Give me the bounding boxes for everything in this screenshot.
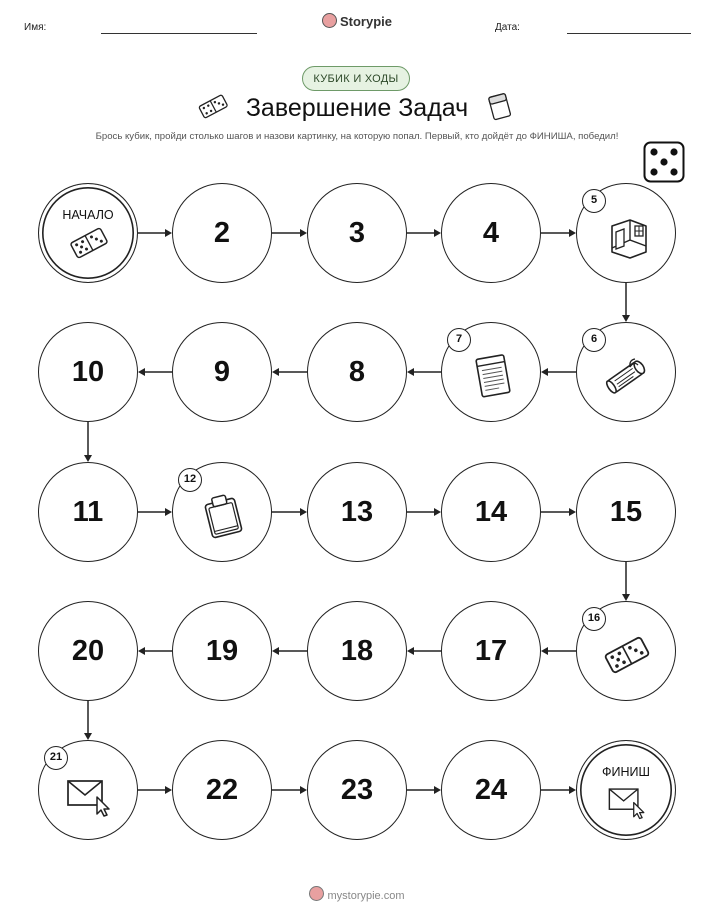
space-number: 24 — [474, 773, 508, 806]
space-number-badge: 7 — [447, 328, 471, 352]
arrow-head — [165, 229, 172, 237]
arrow-head — [622, 594, 630, 601]
start-space — [38, 183, 138, 283]
space-number: 14 — [474, 495, 508, 528]
space-number: 9 — [213, 355, 231, 388]
mascot-icon — [309, 886, 324, 901]
board-space-2 — [172, 183, 272, 283]
board-space-24 — [441, 740, 541, 840]
board-space-22 — [172, 740, 272, 840]
arrow-head — [434, 229, 441, 237]
room-icon — [602, 212, 652, 262]
footer-url[interactable]: mystorypie.com — [327, 890, 405, 902]
board-space-17 — [441, 601, 541, 701]
category-tag: КУБИК И ХОДЫ — [302, 66, 410, 91]
board-space-10 — [38, 322, 138, 422]
arrow-head — [569, 508, 576, 516]
date-label: Дата: — [495, 22, 520, 33]
space-number: 10 — [71, 355, 105, 388]
arrow-head — [272, 647, 279, 655]
arrow-head — [272, 368, 279, 376]
board-space-13 — [307, 462, 407, 562]
board-space-20 — [38, 601, 138, 701]
name-label: Имя: — [24, 22, 47, 33]
finish-label: ФИНИШ — [602, 765, 650, 779]
space-number: 2 — [213, 216, 231, 249]
arrow-head — [300, 508, 307, 516]
brand-name: Storypie — [339, 14, 392, 29]
scroll-icon — [602, 351, 652, 401]
space-number-badge: 16 — [582, 607, 606, 631]
arrow-head — [407, 647, 414, 655]
arrow-head — [138, 647, 145, 655]
board-space-9 — [172, 322, 272, 422]
board-space-14 — [441, 462, 541, 562]
finish-space — [576, 740, 676, 840]
space-number: 23 — [340, 773, 374, 806]
space-number-badge: 12 — [178, 468, 202, 492]
space-number: 20 — [71, 634, 105, 667]
arrow-head — [84, 455, 92, 462]
board-space-8 — [307, 322, 407, 422]
arrow-head — [541, 647, 548, 655]
space-number-badge: 5 — [582, 189, 606, 213]
board-space-11 — [38, 462, 138, 562]
space-number: 4 — [482, 216, 500, 249]
board-space-18 — [307, 601, 407, 701]
arrow-head — [300, 786, 307, 794]
domino-icon — [68, 222, 110, 264]
arrow-head — [165, 508, 172, 516]
space-number: 18 — [340, 634, 374, 667]
notepad-icon — [467, 351, 517, 401]
start-label: НАЧАЛО — [62, 208, 114, 222]
arrow-head — [434, 508, 441, 516]
domino-icon — [602, 630, 652, 680]
email-icon — [606, 779, 648, 821]
arrow-head — [300, 229, 307, 237]
space-number: 15 — [609, 495, 643, 528]
space-number: 17 — [474, 634, 508, 667]
arrow-head — [407, 368, 414, 376]
arrow-head — [434, 786, 441, 794]
arrow-head — [569, 229, 576, 237]
arrow-head — [569, 786, 576, 794]
board-space-15 — [576, 462, 676, 562]
space-number: 13 — [340, 495, 374, 528]
space-number: 3 — [348, 216, 366, 249]
email-icon — [64, 769, 114, 819]
page-title: Завершение Задач — [245, 94, 469, 122]
space-number: 11 — [72, 495, 104, 528]
space-number: 8 — [348, 355, 366, 388]
footer — [0, 886, 714, 902]
board-space-23 — [307, 740, 407, 840]
arrow-head — [165, 786, 172, 794]
arrow-head — [84, 733, 92, 740]
space-number: 22 — [205, 773, 239, 806]
arrow-head — [541, 368, 548, 376]
board-space-19 — [172, 601, 272, 701]
clipboard-icon — [198, 491, 248, 541]
space-number-badge: 21 — [44, 746, 68, 770]
board-space-4 — [441, 183, 541, 283]
space-number-badge: 6 — [582, 328, 606, 352]
instructions: Брось кубик, пройди столько шагов и назови картинку, на которую попал. Первый, кто дойдёт до ФИНИША, победил! — [95, 131, 619, 142]
arrow-head — [622, 315, 630, 322]
board-space-3 — [307, 183, 407, 283]
arrow-head — [138, 368, 145, 376]
space-number: 19 — [205, 634, 239, 667]
